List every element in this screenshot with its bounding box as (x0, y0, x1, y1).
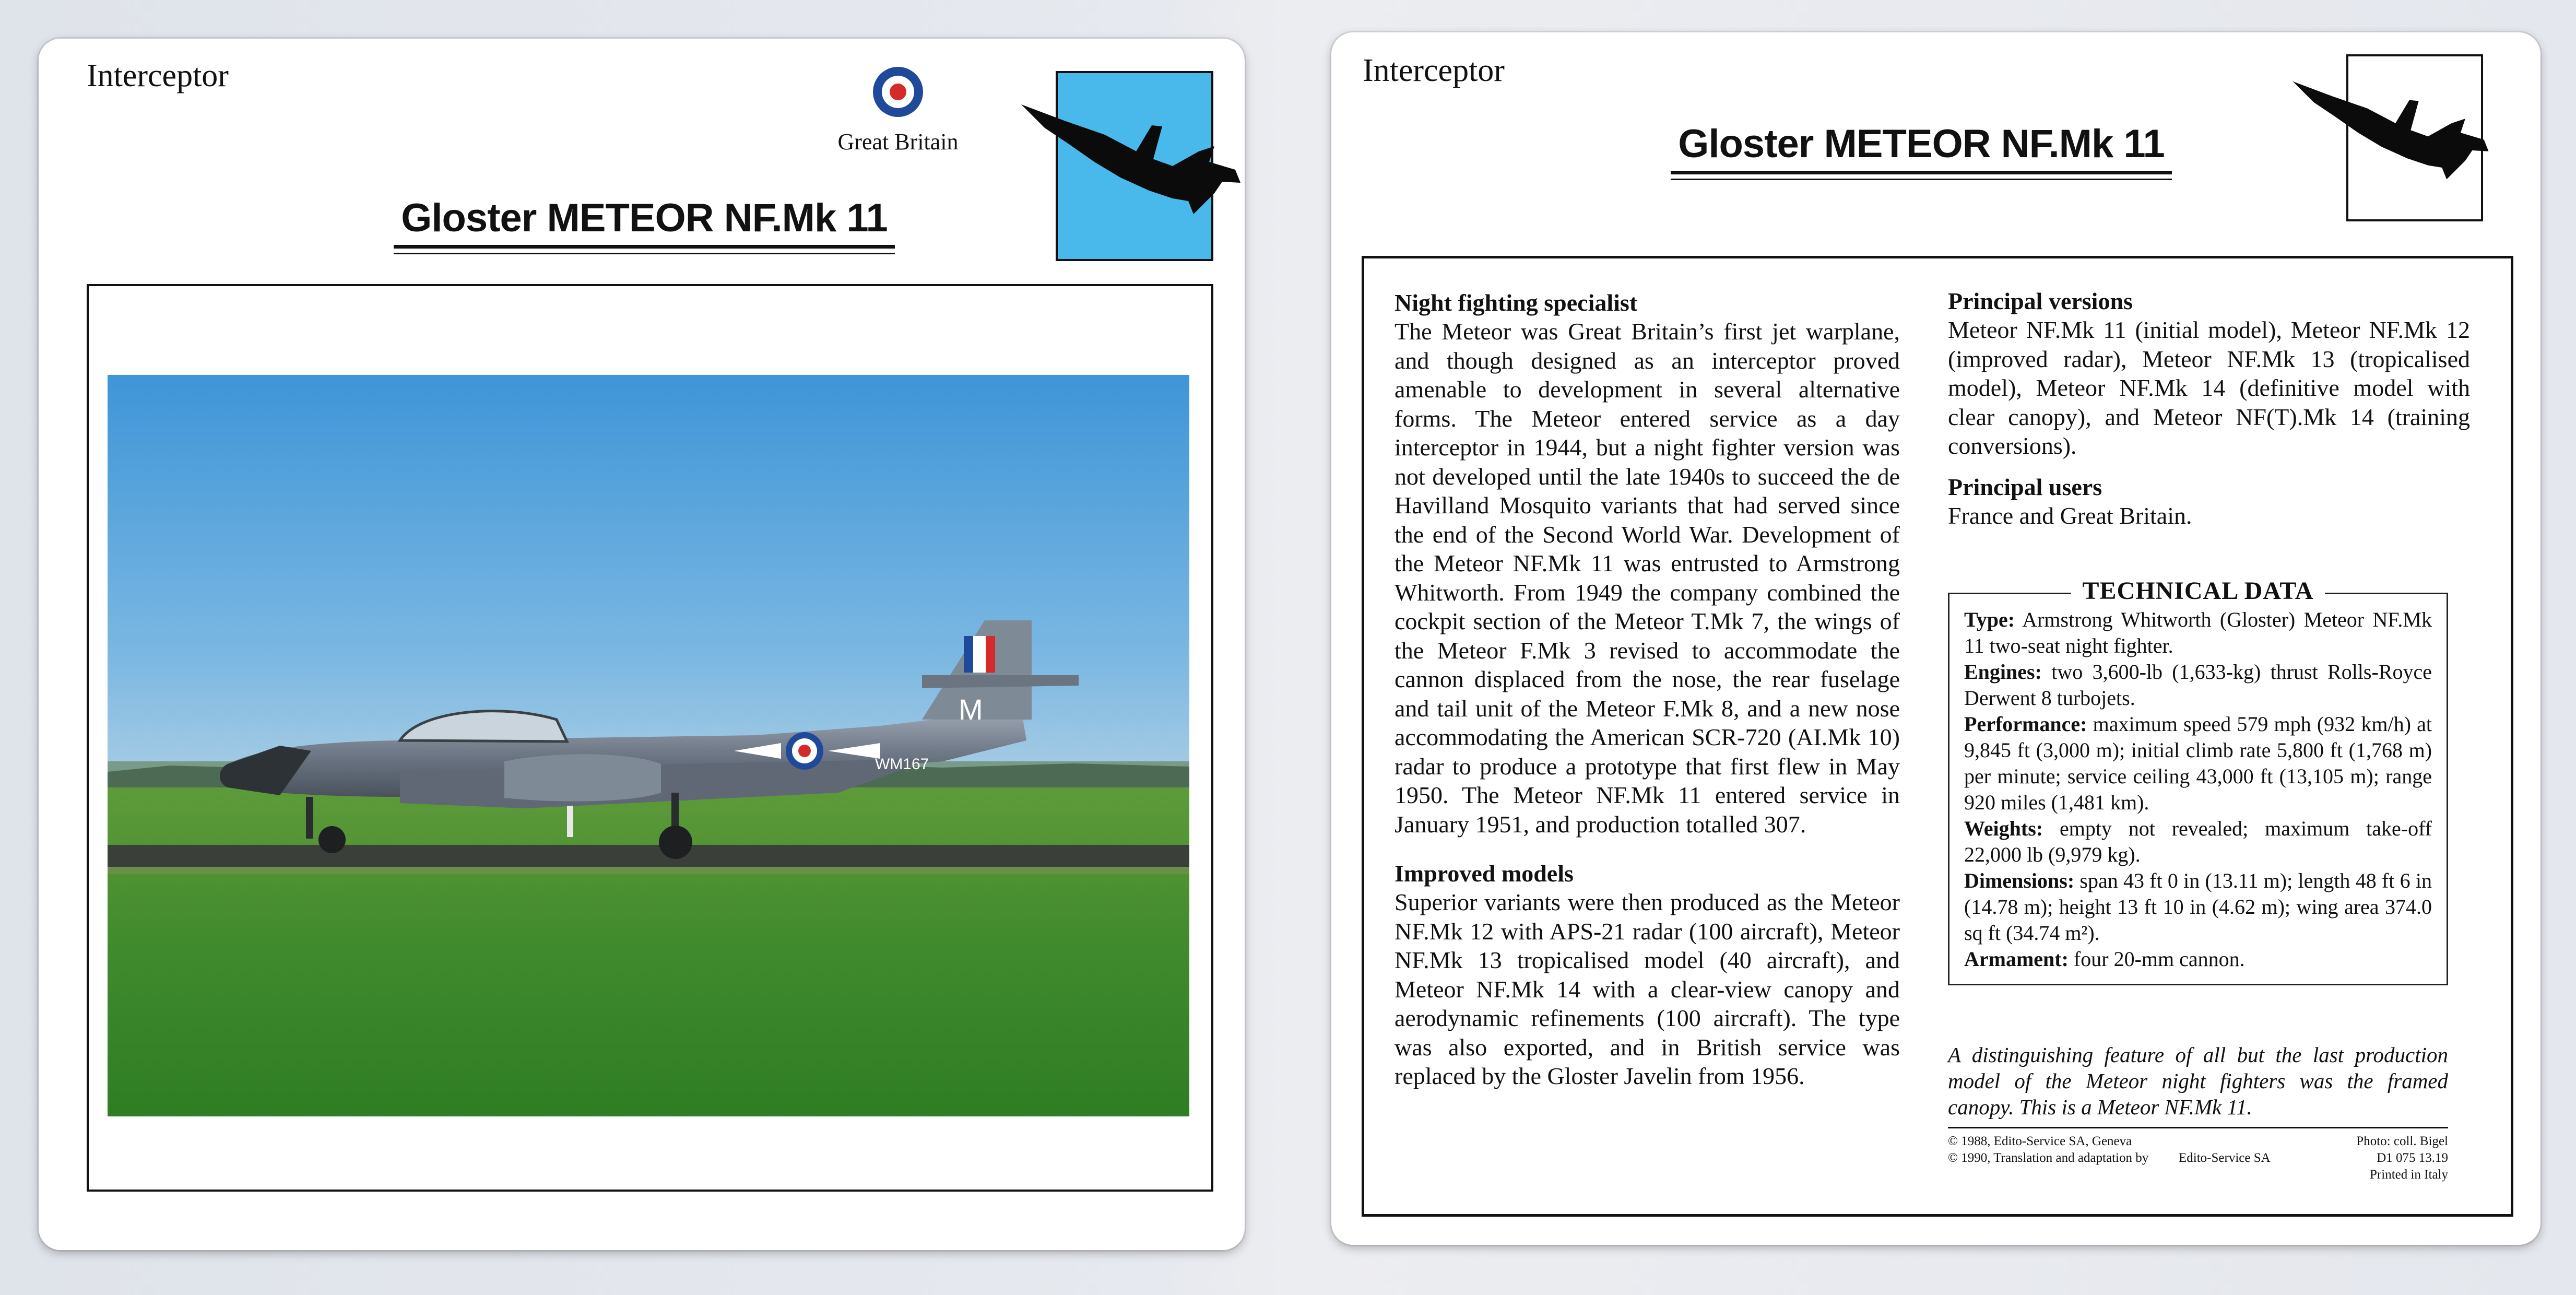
aircraft-photo (108, 375, 1189, 1116)
back-title-block (1671, 121, 2172, 180)
front-card (39, 39, 1245, 1250)
tech-weights: Weights: empty not revealed; maximum take-off 22,000 lb (9,979 kg). (1964, 817, 2432, 866)
technical-data-body (1964, 607, 2432, 972)
tech-dimensions: Dimensions: span 43 ft 0 in (13.11 m); length 48 ft 6 in (14.78 m); height 13 ft 10 in (4.62 m); wing area 374.0 sq ft (34.74 m²). (1964, 869, 2432, 945)
title-rule (394, 245, 895, 249)
copyright-line-2: © 1990, Translation and adaptation by (1948, 1151, 2149, 1165)
users-text: France and Great Britain. (1948, 502, 2192, 529)
back-card (1331, 32, 2540, 1245)
photo-credit: Photo: coll. Bigel (2356, 1134, 2448, 1148)
raf-roundel-icon (872, 66, 924, 118)
night-text: The Meteor was Great Britain’s first jet warplane, and though designed as an interceptor proved amenable to development in several alternative forms. The Meteor entered service as a day interceptor in 1944, but a night fighter version was not developed until the late 1940s to succeed the de Havilland Mosquito variants that had served since the end of the Second World War. Development of the Meteor NF.Mk 11 was entrusted to Armstrong Whitworth. From 1949 the company combined the cockpit section of the Meteor T.Mk 7, the wings of the Meteor F.Mk 3 revised to accommodate the cannon displaced from the nose, the rear fuselage and tail unit of the Meteor F.Mk 8, and a new nose accommodating the American SCR-720 (AI.Mk 10) radar to produce a prototype that first flew in May 1950. The Meteor NF.Mk 11 entered service in January 1951, and production totalled 307. (1395, 318, 1900, 838)
tail-letter: M (959, 693, 983, 726)
tech-type: Type: Armstrong Whitworth (Gloster) Meteor NF.Mk 11 two-seat night fighter. (1964, 608, 2432, 657)
right-column (1948, 287, 2470, 530)
photo-frame (87, 284, 1213, 1192)
tech-armament: Armament: four 20-mm cannon. (1964, 947, 2245, 971)
back-title-rule (1671, 171, 2172, 174)
back-category: Interceptor (1363, 53, 1505, 88)
printed-in: Printed in Italy (2370, 1168, 2448, 1182)
versions-heading: Principal versions (1948, 288, 2133, 314)
silhouette-tab (1056, 71, 1213, 261)
versions-text: Meteor NF.Mk 11 (initial model), Meteor NF.Mk 12 (improved radar), Meteor NF.Mk 13 (tropicalised model), Meteor NF.Mk 14 (definitive model with clear canopy), and Meteor NF(T).Mk 14 (training conversions). (1948, 316, 2470, 459)
aircraft-serial: WM167 (875, 756, 929, 773)
back-title: Gloster METEOR NF.Mk 11 (1678, 122, 2165, 166)
jet-silhouette-icon (2286, 72, 2505, 203)
users-heading: Principal users (1948, 473, 2102, 500)
jet-silhouette-icon (1016, 94, 1256, 240)
technical-data-title: TECHNICAL DATA (2071, 577, 2325, 605)
front-title: Gloster METEOR NF.Mk 11 (401, 196, 888, 240)
back-title-rule-thin (1671, 179, 2172, 180)
front-title-block (394, 195, 895, 254)
country-label: Great Britain (837, 129, 959, 155)
tech-performance: Performance: maximum speed 579 mph (932 km/h) at 9,845 ft (3,000 m); initial climb rate 5,800 ft (1,768 m) per minute; service ceiling 43,000 ft (13,105 m); range 920 miles (1,481 km). (1964, 712, 2432, 814)
tech-engines: Engines: two 3,600-lb (1,633-kg) thrust Rolls-Royce Derwent 8 turbojets. (1964, 660, 2432, 710)
copyright-line-1: © 1988, Edito-Service SA, Geneva (1948, 1134, 2132, 1148)
photo-caption: A distinguishing feature of all but the last production model of the Meteor night fighters was the framed canopy. This is a Meteor NF.Mk 11. (1948, 1043, 2448, 1119)
title-rule-thin (394, 253, 895, 254)
night-heading: Night fighting specialist (1395, 289, 1638, 316)
technical-data-box (1948, 577, 2448, 985)
aircraft-photo-illustration (108, 375, 1189, 1116)
left-column (1395, 289, 1900, 1091)
footer-rule (1948, 1127, 2448, 1128)
back-silhouette-tab (2346, 54, 2483, 221)
improved-heading: Improved models (1395, 860, 1574, 887)
card-code: D1 075 13.19 (2377, 1151, 2448, 1165)
publisher-label: Edito-Service SA (2179, 1151, 2271, 1165)
content-frame (1362, 256, 2513, 1217)
front-category: Interceptor (87, 58, 229, 93)
improved-text: Superior variants were then produced as the Meteor NF.Mk 12 with APS-21 radar (100 aircraft), Meteor NF.Mk 13 tropicalised model (40 aircraft), and Meteor NF.Mk 14 with a clear-view canopy and aerodynamic refinements (100 aircraft). The type was also exported, and in British service was replaced by the Gloster Javelin from 1956. (1395, 889, 1900, 1089)
